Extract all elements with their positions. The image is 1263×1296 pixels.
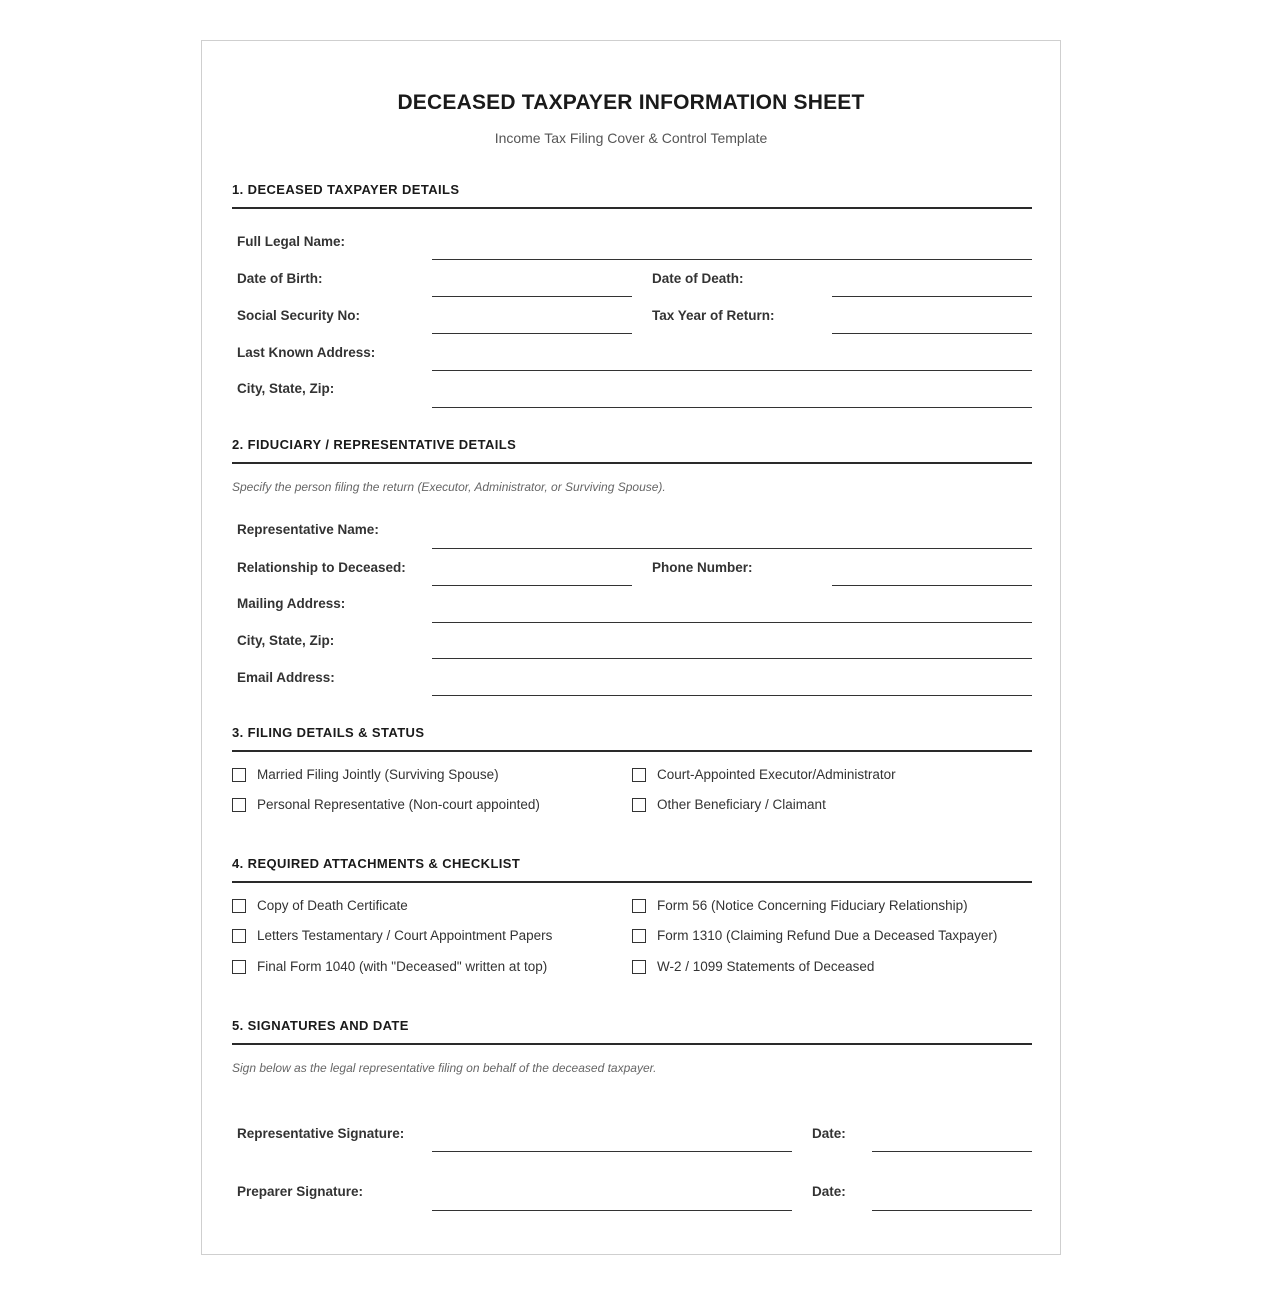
- rep-name-label: Representative Name:: [237, 522, 379, 537]
- checklist-item-label: Form 56 (Notice Concerning Fiduciary Relationship): [657, 898, 968, 913]
- rep-signature-label: Representative Signature:: [237, 1126, 405, 1141]
- relationship-field[interactable]: [432, 585, 632, 586]
- dob-label: Date of Birth:: [237, 271, 323, 286]
- document-title: DECEASED TAXPAYER INFORMATION SHEET: [397, 91, 865, 114]
- rep-date-field[interactable]: [872, 1151, 1032, 1152]
- status-option-label: Married Filing Jointly (Surviving Spouse): [257, 767, 499, 782]
- dod-field[interactable]: [832, 296, 1032, 297]
- rep-city-state-zip-label: City, State, Zip:: [237, 633, 335, 648]
- checklist-item-label: Letters Testamentary / Court Appointment Papers: [257, 928, 553, 943]
- full-name-field[interactable]: [432, 259, 1032, 260]
- status-option-label: Other Beneficiary / Claimant: [657, 797, 826, 812]
- section-1-heading: 1. DECEASED TAXPAYER DETAILS: [232, 182, 1032, 209]
- dod-label: Date of Death:: [652, 271, 744, 286]
- checkbox[interactable]: [232, 929, 246, 943]
- city-state-zip-field[interactable]: [432, 407, 1032, 408]
- checklist-item-label: W-2 / 1099 Statements of Deceased: [657, 959, 875, 974]
- checkbox[interactable]: [232, 960, 246, 974]
- checklist-item-label: Copy of Death Certificate: [257, 898, 408, 913]
- rep-date-label: Date:: [812, 1126, 846, 1141]
- mailing-address-field[interactable]: [432, 622, 1032, 623]
- last-address-field[interactable]: [432, 370, 1032, 371]
- document-sheet: [201, 40, 1061, 1255]
- status-option[interactable]: [232, 767, 499, 782]
- last-address-label: Last Known Address:: [237, 345, 376, 360]
- checkbox[interactable]: [632, 768, 646, 782]
- ssn-label: Social Security No:: [237, 308, 361, 323]
- checkbox[interactable]: [632, 899, 646, 913]
- checkbox[interactable]: [632, 929, 646, 943]
- preparer-date-field[interactable]: [872, 1210, 1032, 1211]
- checklist-item[interactable]: [232, 928, 552, 943]
- section-5-note: Sign below as the legal representative filing on behalf of the deceased taxpayer.: [232, 1061, 657, 1075]
- full-name-label: Full Legal Name:: [237, 234, 346, 249]
- mailing-address-label: Mailing Address:: [237, 596, 346, 611]
- rep-name-field[interactable]: [432, 548, 1032, 549]
- preparer-signature-label: Preparer Signature:: [237, 1184, 364, 1199]
- document-subtitle: Income Tax Filing Cover & Control Template: [494, 130, 768, 146]
- checkbox[interactable]: [632, 960, 646, 974]
- status-option[interactable]: [232, 797, 540, 812]
- email-label: Email Address:: [237, 670, 335, 685]
- checklist-item-label: Final Form 1040 (with "Deceased" written at top): [257, 959, 548, 974]
- checklist-item[interactable]: [232, 959, 547, 974]
- preparer-signature-field[interactable]: [432, 1210, 792, 1211]
- section-2-note: Specify the person filing the return (Executor, Administrator, or Surviving Spouse).: [232, 480, 666, 494]
- section-4-heading: 4. REQUIRED ATTACHMENTS & CHECKLIST: [232, 856, 1032, 883]
- status-option-label: Court-Appointed Executor/Administrator: [657, 767, 896, 782]
- dob-field[interactable]: [432, 296, 632, 297]
- rep-city-state-zip-field[interactable]: [432, 658, 1032, 659]
- checkbox[interactable]: [632, 798, 646, 812]
- checklist-item[interactable]: [232, 898, 408, 913]
- preparer-date-label: Date:: [812, 1184, 846, 1199]
- relationship-label: Relationship to Deceased:: [237, 560, 406, 575]
- tax-year-field[interactable]: [832, 333, 1032, 334]
- checklist-item[interactable]: [632, 898, 968, 913]
- checklist-item-label: Form 1310 (Claiming Refund Due a Deceased Taxpayer): [657, 928, 998, 943]
- section-3-heading: 3. FILING DETAILS & STATUS: [232, 725, 1032, 752]
- checkbox[interactable]: [232, 899, 246, 913]
- email-field[interactable]: [432, 695, 1032, 696]
- section-2-heading: 2. FIDUCIARY / REPRESENTATIVE DETAILS: [232, 437, 1032, 464]
- tax-year-label: Tax Year of Return:: [652, 308, 775, 323]
- checklist-item[interactable]: [632, 928, 997, 943]
- ssn-field[interactable]: [432, 333, 632, 334]
- section-5-heading: 5. SIGNATURES AND DATE: [232, 1018, 1032, 1045]
- phone-field[interactable]: [832, 585, 1032, 586]
- checkbox[interactable]: [232, 798, 246, 812]
- status-option[interactable]: [632, 797, 826, 812]
- checkbox[interactable]: [232, 768, 246, 782]
- status-option-label: Personal Representative (Non-court appointed): [257, 797, 540, 812]
- status-option[interactable]: [632, 767, 896, 782]
- city-state-zip-label: City, State, Zip:: [237, 381, 335, 396]
- rep-signature-field[interactable]: [432, 1151, 792, 1152]
- checklist-item[interactable]: [632, 959, 874, 974]
- phone-label: Phone Number:: [652, 560, 753, 575]
